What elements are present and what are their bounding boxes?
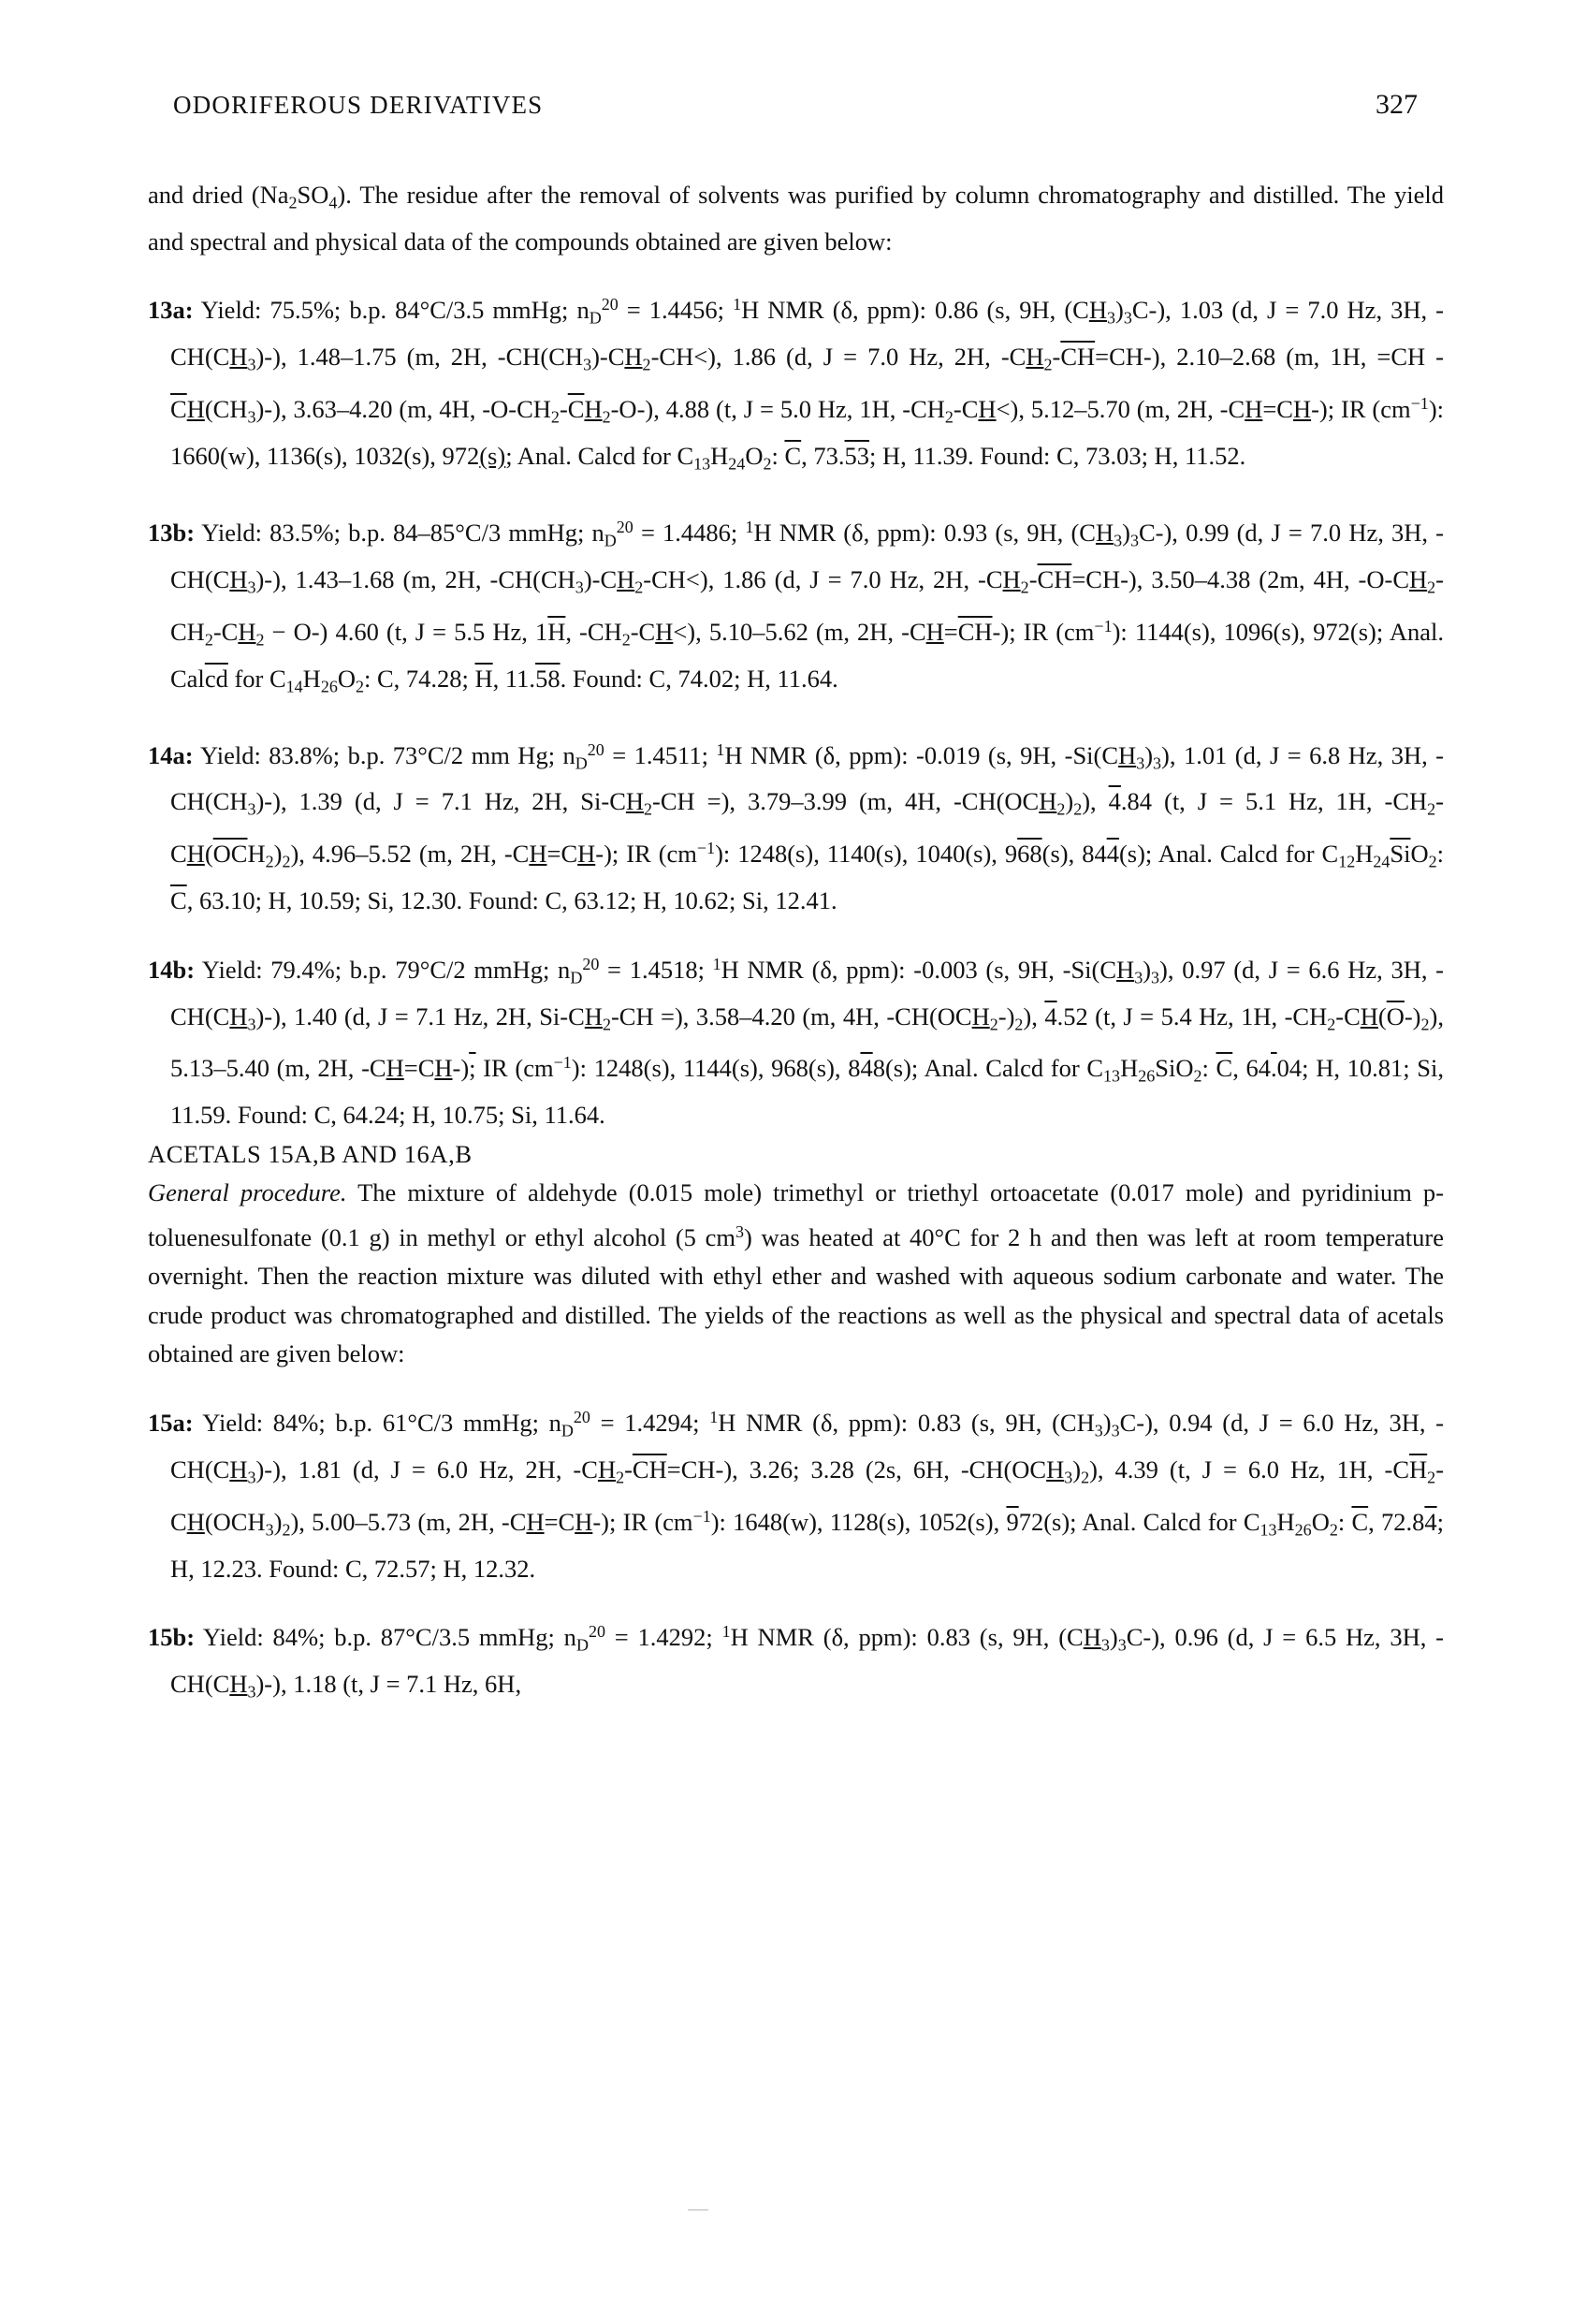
page-footer-mark (688, 2209, 708, 2211)
compound-entry-14b: 14b: Yield: 79.4%; b.p. 79°C/2 mmHg; $n_D^{20} = 1.4518$; $^1$H NMR (δ, ppm): -0.003 (s, 9H, $-Si(CH_3)_3$), 0.97 (d, J = 6.6 Hz, 3H, $-CH(CH_3)-$), 1.40 (d, J = 7.1 Hz, 2H, $Si-CH_2-CH$ =), 3.58–4.20 (m, 4H, $-CH(OCH_2-)_2$), 4.52 (t, J = 5.4 Hz, 1H, $-CH_2-CH(\overline{O}-)_2$), 5.13–5.40 (m, 2H, -CH=CH-); IR $(cm^{-1})$: 1248(s), 1144(s), 968(s), 848(s); Anal. Calcd for $C_{13}H_{26}SiO_2$: $\overline{C}$, 64.04; H, 10.81; Si, 11.59. Found: C, 64.24; H, 10.75; Si, 11.64. (148, 954, 1445, 1130)
section-heading-acetals: ACETALS 15A,B AND 16A,B (148, 1139, 473, 1168)
page-header (173, 89, 1418, 121)
body-column (148, 176, 1444, 1712)
compound-label-13a: 13a: (148, 296, 194, 325)
compound-entry-15b: 15b: Yield: 84%; b.p. 87°C/3.5 mmHg; $n_D^{20} = 1.4292$; $^1$H NMR (δ, ppm): 0.83 (s, 9H, $(CH_3)_3C-$), 0.96 (d, J = 6.5 Hz, 3H, $-CH(CH_3)-$), 1.18 (t, J = 7.1 Hz, 6H, (148, 1622, 1444, 1702)
compound-entry-15a: 15a: Yield: 84%; b.p. 61°C/3 mmHg; $n_D^{20} = 1.4294$; $^1$H NMR (δ, ppm): 0.83 (s, 9H, $(CH_3)_3C-$), 0.94 (d, J = 6.0 Hz, 3H, $-CH(CH_3)-$), 1.81 (d, J = 6.0 Hz, 2H, $-CH_2-\overline{CH}=CH-$), 3.26; 3.28 (2s, 6H, $-CH(OCH_3)_2$), 4.39 (t, J = 6.0 Hz, 1H, $-C\overline{H}_2-CH(OCH_3)_2$), 5.00–5.73 (m, 2H, -CH=CH-); IR $(cm^{-1})$: 1648(w), 1128(s), 1052(s), 972(s); Anal. Calcd for $C_{13}H_{26}O_2$: $\overline{C}$, 72.84; H, 12.23. Found: C, 72.57; H, 12.32. (148, 1407, 1445, 1583)
compound-label-15a: 15a: (148, 1408, 194, 1437)
compound-entry-14a: 14a: Yield: 83.8%; b.p. 73°C/2 mm Hg; $n_D^{20} = 1.4511$; $^1$H NMR (δ, ppm): -0.019 (s, 9H, $-Si(CH_3)_3$), 1.01 (d, J = 6.8 Hz, 3H, $-CH(CH_3)-$), 1.39 (d, J = 7.1 Hz, 2H, $Si-CH_2-CH$ =), 3.79–3.99 (m, 4H, $-CH(OCH_2)_2$), 4.84 (t, J = 5.1 Hz, 1H, $-CH_2-CH(\overline{OC}H_2)_2$), 4.96–5.52 (m, 2H, -CH=CH-); IR $(cm^{-1})$: 1248(s), 1140(s), 1040(s), 968(s), 844(s); Anal. Calcd for $C_{12}H_{24}\overline{Si}O_2$: $\overline{C}$, 63.10; H, 10.59; Si, 12.30. Found: C, 63.12; H, 10.62; Si, 12.41. (148, 739, 1445, 915)
page-number: 327 (1376, 89, 1418, 120)
running-title: ODORIFEROUS DERIVATIVES (173, 91, 544, 119)
compound-label-13b: 13b: (148, 518, 196, 547)
intro-paragraph: and dried $(Na_2SO_4)$. The residue after the removal of solvents was purified by column chromatography and distilled. The yield and spectral and physical data of the compounds obtained are given below: (148, 181, 1445, 256)
compound-entry-13a: 13a: Yield: 75.5%; b.p. 84°C/3.5 mmHg; $n_D^{20} = 1.4456$; $^1$H NMR (δ, ppm): 0.86 (s, 9H, $(CH_3)_3C-$), 1.03 (d, J = 7.0 Hz, 3H, $-CH(CH_3)-$), 1.48–1.75 (m, 2H, $-CH(CH_3)-CH_2-CH<$), 1.86 (d, J = 7.0 Hz, 2H, $-CH_2-\overline{CH}=CH-$), 2.10–2.68 (m, 1H, =CH $-\overline{C}H(CH_3)-$), 3.63–4.20 (m, 4H, $-O-CH_2-\overline{C}H_2-O-$), 4.88 (t, J = 5.0 Hz, 1H, $-CH_2-CH<$), 5.12–5.70 (m, 2H, -CH=CH-); IR $(cm^{-1})$: 1660(w), 1136(s), 1032(s), 972(s); Anal. Calcd for $C_{13}H_{24}O_2$: $\overline{C}$, 73.53; H, 11.39. Found: C, 73.03; H, 11.52. (148, 295, 1444, 474)
compound-label-14a: 14a: (148, 740, 194, 769)
compound-label-15b: 15b: (148, 1623, 196, 1652)
compound-label-14b: 14b: (148, 955, 196, 984)
general-procedure-paragraph: General procedure. The mixture of aldehyde (0.015 mole) trimethyl or triethyl ortoacetate (0.017 mole) and pyridinium p-toluenesulfonate (0.1 g) in methyl or ethyl alcohol (5 $cm^3$) was heated at 40°C for 2 h and then was left at room temperature overnight. Then the reaction mixture was diluted with ethyl ether and washed with aqueous sodium carbonate and water. The crude product was chromatographed and distilled. The yields of the reactions as well as the physical and spectral data of acetals obtained are given below: (148, 1178, 1444, 1368)
general-procedure-label: General procedure. (148, 1178, 347, 1207)
compound-entry-13b: 13b: Yield: 83.5%; b.p. 84–85°C/3 mmHg; $n_D^{20} = 1.4486$; $^1$H NMR (δ, ppm): 0.93 (s, 9H, $(CH_3)_3C-$), 0.99 (d, J = 7.0 Hz, 3H, $-CH(CH_3)-$), 1.43–1.68 (m, 2H, $-CH(CH_3)-CH_2-CH<$), 1.86 (d, J = 7.0 Hz, 2H, $-CH_2-\overline{CH}=CH-$), 3.50–4.38 (2m, 4H, $-O-CH_2-CH_2-CH_2 - O-$) 4.60 (t, J = 5.5 Hz, $1\overline{H}$, $-CH_2-CH<$), 5.10–5.62 (m, 2H, $-CH=\overline{CH}-$); IR $(cm^{-1})$: 1144(s), 1096(s), 972(s); Anal. $Cal\overline{cd}$ for $C_{14}H_{26}O_2$: C, 74.28; $\overline{H}$, 11.58. Found: C, 74.02; H, 11.64. (148, 517, 1444, 696)
